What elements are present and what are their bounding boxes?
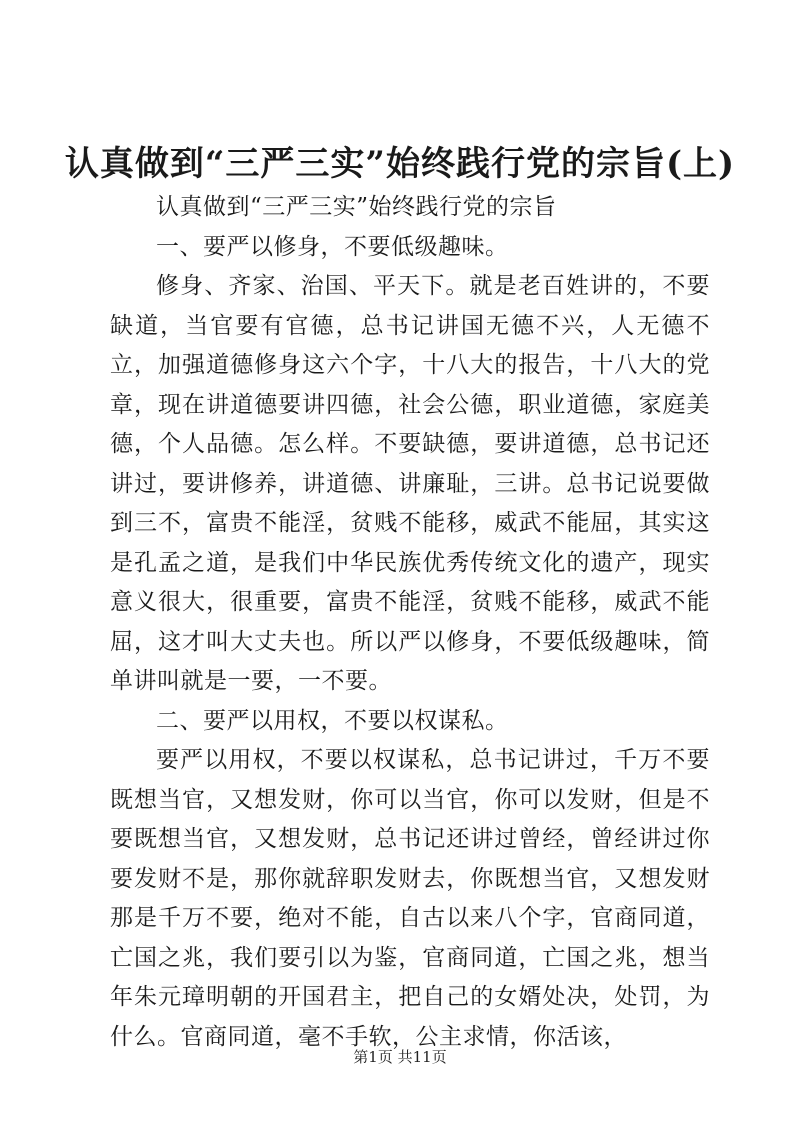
paragraph-heading-1: 一、要严以修身，不要低级趣味。 — [156, 233, 509, 260]
paragraph-body-1: 修身、齐家、治国、平天下。就是老百姓讲的，不要缺道，当官要有官德，总书记讲国无德不兴，人无德不立，加强道德修身这六个字，十八大的报告，十八大的党章，现在讲道德要讲四德，社会公德，职业道德，家庭美德，个人品德。怎么样。不要缺德，要讲道德，总书记还讲过，要讲修养，讲道德、讲廉耻，三讲。总书记说要做到三不，富贵不能淫，贫贱不能移，威武不能屈，其实这是孔孟之道，是我们中华民族优秀传统文化的遗产，现实意义很大，很重要，富贵不能淫，贫贱不能移，威武不能屈，这才叫大丈夫也。所以严以修身，不要低级趣味，简单讲叫就是一要，一不要。 — [110, 273, 710, 694]
document-title: 认真做到“三严三实”始终践行党的宗旨(上) — [64, 144, 736, 184]
paragraph-subtitle: 认真做到“三严三实”始终践行党的宗旨 — [156, 194, 557, 220]
page-footer: 第1页 共11页 — [353, 1048, 447, 1066]
paragraph-body-2: 要严以用权，不要以权谋私，总书记讲过，千万不要既想当官，又想发财，你可以当官，你可以发财，但是不要既想当官，又想发财，总书记还讲过曾经，曾经讲过你要发财不是，那你就辞职发财去，你既想当官，又想发财那是千万不要，绝对不能，自古以来八个字，官商同道，亡国之兆，我们要引以为鉴，官商同道，亡国之兆，想当年朱元璋明朝的开国君主，把自己的女婿处决，处罚，为什么。官商同道，毫不手软，公主求情，你活该， — [110, 747, 710, 1050]
document-body — [110, 188, 710, 1057]
paragraph-heading-2: 二、要严以用权，不要以权谋私。 — [156, 707, 509, 734]
